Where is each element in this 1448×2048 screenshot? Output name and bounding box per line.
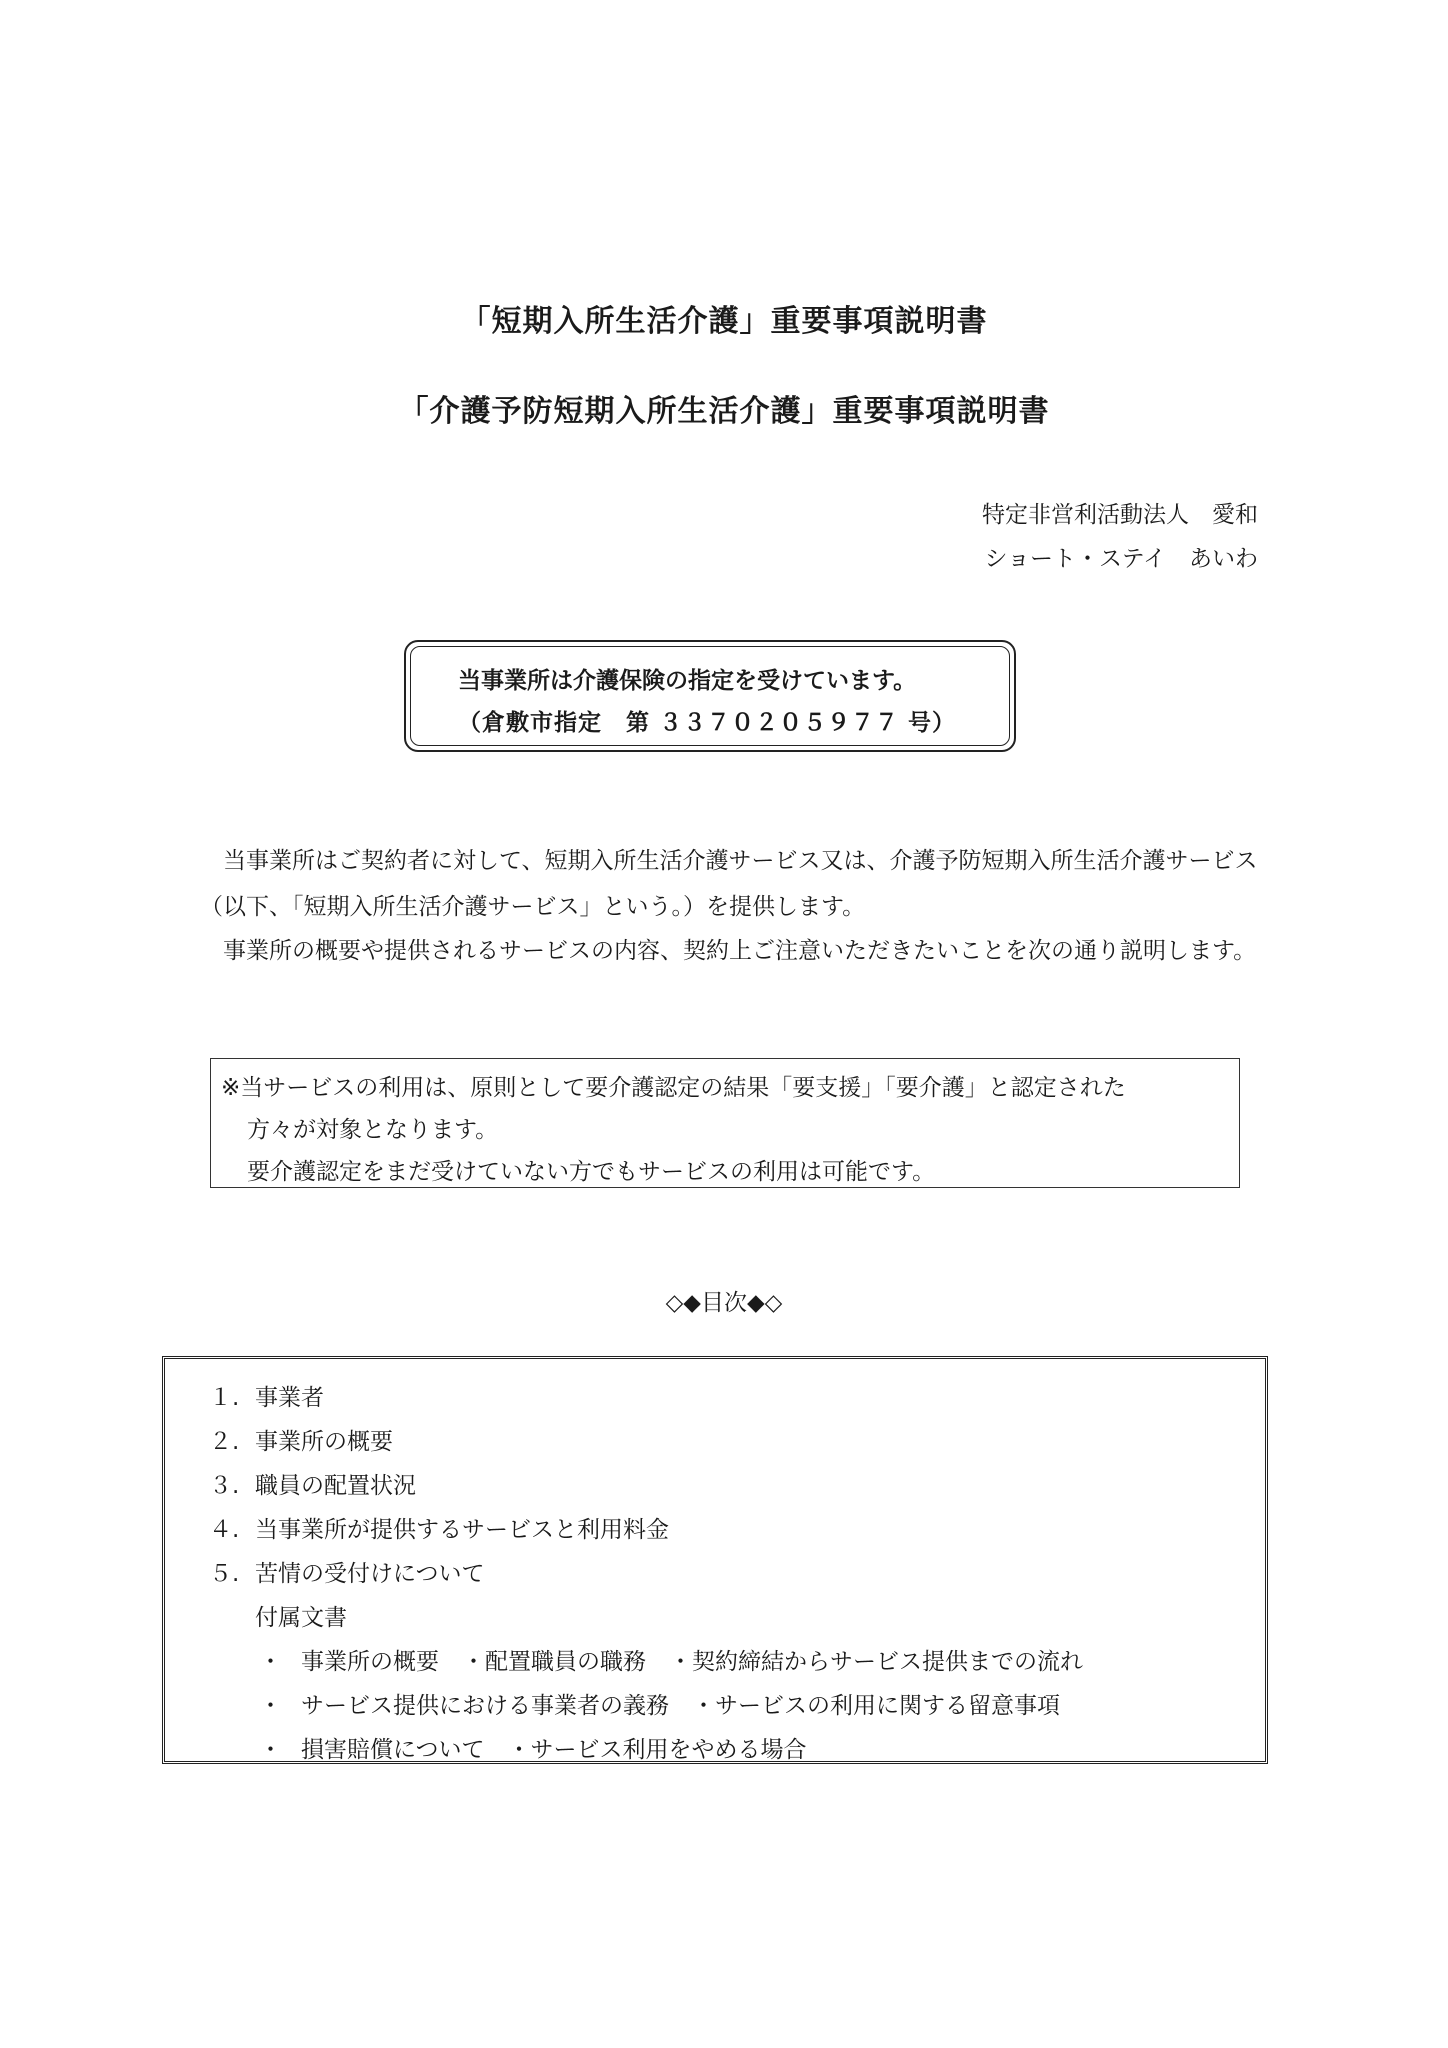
toc-appendix-text: 損害賠償について ・サービス利用をやめる場合 [301,1737,807,1763]
toc-item-label: 事業所の概要 [255,1429,393,1455]
note-line-2: 方々が対象となります。 [247,1117,499,1143]
toc-item-number: ２. [209,1429,240,1455]
designation-statement: 当事業所は介護保険の指定を受けています。 [458,668,917,694]
designation-number: （倉敷市指定 第 ３３７０２０５９７７ 号） [458,710,957,736]
toc-appendix-text: 事業所の概要 ・配置職員の職務 ・契約締結からサービス提供までの流れ [301,1649,1083,1675]
designation-box [404,640,1016,752]
toc-item-label: 事業者 [255,1385,324,1411]
toc-item-number: ３. [209,1473,240,1499]
organization-name: 特定非営利活動法人 愛和 [982,502,1258,528]
toc-item-label: 職員の配置状況 [255,1473,416,1499]
toc-item-label: 苦情の受付けについて [255,1561,485,1587]
toc-appendix-label: 付属文書 [255,1605,347,1631]
toc-item-number: １. [209,1385,240,1411]
toc-item [209,1379,324,1412]
toc-appendix-line [259,1731,807,1764]
facility-name: ショート・ステイ あいわ [984,546,1258,572]
note-line-1: ※当サービスの利用は、原則として要介護認定の結果「要支援」「要介護」と認定された [221,1075,1126,1101]
toc-appendix-line [259,1643,1083,1676]
toc-appendix-text: サービス提供における事業者の義務 ・サービスの利用に関する留意事項 [301,1693,1060,1719]
toc-item [209,1555,485,1588]
toc-item-number: ４. [209,1517,240,1543]
bullet-glyph: ・ [259,1693,282,1719]
document-title-secondary: 「介護予防短期入所生活介護」重要事項説明書 [398,394,1050,429]
toc-item-number: ５. [209,1561,240,1587]
eligibility-note-box [210,1058,1240,1188]
toc-appendix-line [259,1687,1060,1720]
toc-item [209,1423,393,1456]
toc-item [209,1467,416,1500]
toc-heading: ◇◆目次◆◇ [665,1290,783,1316]
document-title-primary: 「短期入所生活介護」重要事項説明書 [460,304,988,339]
note-line-3: 要介護認定をまだ受けていない方でもサービスの利用は可能です。 [247,1159,936,1185]
intro-paragraph-2: 事業所の概要や提供されるサービスの内容、契約上ご注意いただきたいことを次の通り説明します。 [223,938,1257,964]
table-of-contents [162,1356,1268,1764]
intro-paragraph-1: 当事業所はご契約者に対して、短期入所生活介護サービス又は、介護予防短期入所生活介護サービス（以下、「短期入所生活介護サービス」という。）を提供します。 [200,848,1258,920]
bullet-glyph: ・ [259,1737,282,1763]
bullet-glyph: ・ [259,1649,282,1675]
toc-item-label: 当事業所が提供するサービスと利用料金 [255,1517,669,1543]
toc-item [209,1511,669,1544]
